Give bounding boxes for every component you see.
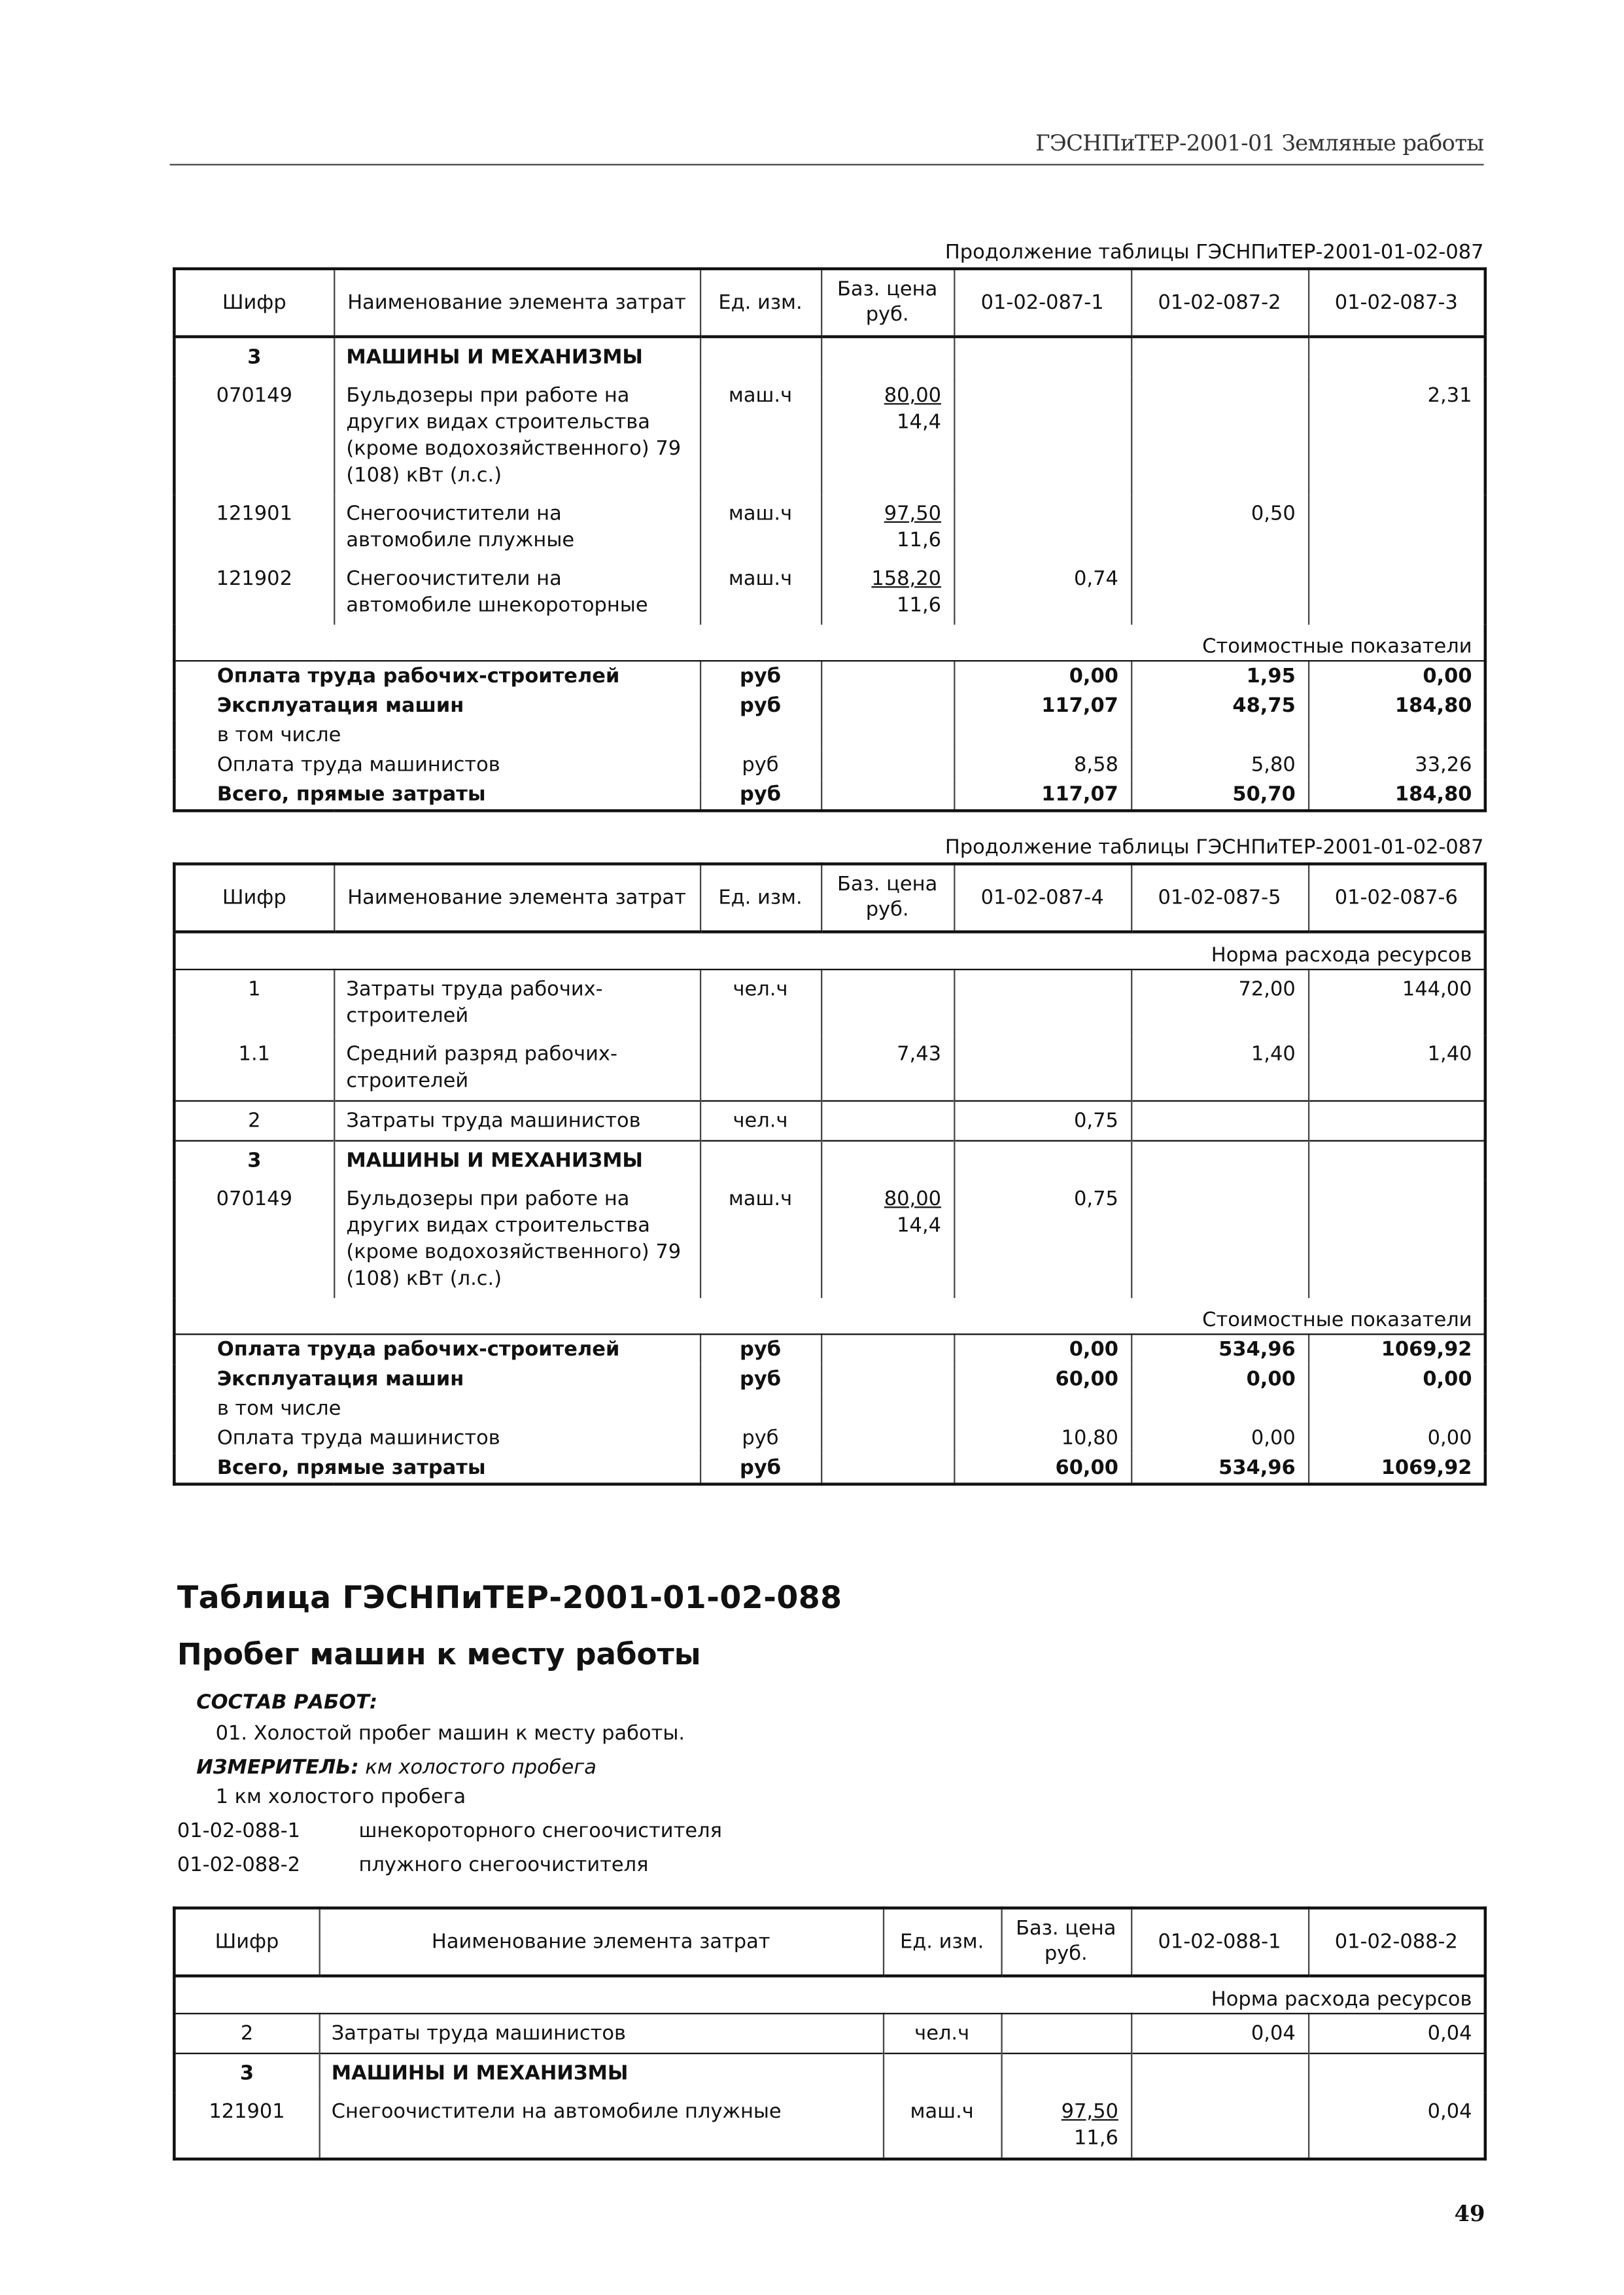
row-unit: маш.ч <box>700 377 821 495</box>
meter-unit: 1 км холостого пробега <box>215 1785 466 1810</box>
col-header-code: Шифр <box>174 269 334 337</box>
cost-value: 1,95 <box>1131 661 1308 691</box>
row-name: Бульдозеры при работе на других видах строительства (кроме водохозяйственного) 79 (108) кВт (л.с.) <box>334 1180 700 1299</box>
variant-text: плужного снегоочистителя <box>358 1853 649 1878</box>
row-name: Снегоочистители на автомобиле плужные <box>319 2093 883 2160</box>
page-number: 49 <box>1454 2200 1485 2228</box>
cost-unit: руб <box>700 691 821 720</box>
band-label: Норма расхода ресурсов <box>174 932 1485 970</box>
row-value <box>954 377 1131 495</box>
empty-cell <box>954 1141 1131 1180</box>
variant-code: 01-02-088-2 <box>177 1853 300 1878</box>
cost-value: 0,00 <box>1308 1424 1485 1453</box>
empty-cell <box>821 1334 954 1364</box>
cost-row <box>174 750 1485 780</box>
col-header-unit: Ед. изм. <box>700 269 821 337</box>
empty-cell <box>821 1424 954 1453</box>
section-row <box>174 1141 1485 1180</box>
row-unit: маш.ч <box>883 2093 1001 2160</box>
cost-value: 48,75 <box>1131 691 1308 720</box>
row-value <box>1308 495 1485 559</box>
row-price <box>821 1035 954 1100</box>
resource-row <box>174 560 1485 625</box>
band-label: Норма расхода ресурсов <box>174 1976 1485 2014</box>
empty-cell <box>700 1141 821 1180</box>
table-087-part1 <box>173 268 1487 813</box>
empty-cell <box>883 2054 1001 2093</box>
resource-row <box>174 377 1485 495</box>
empty-cell <box>821 691 954 720</box>
cost-value <box>954 721 1131 750</box>
row-code: 3 <box>174 1141 334 1180</box>
row-value: 0,75 <box>954 1180 1131 1299</box>
cost-value <box>1308 1394 1485 1424</box>
row-value: 0,04 <box>1131 2014 1308 2054</box>
row-code: 121901 <box>216 502 292 526</box>
cost-unit: руб <box>700 780 821 811</box>
empty-cell <box>821 1394 954 1424</box>
resource-row <box>174 1035 1485 1100</box>
band-row <box>174 625 1485 661</box>
resource-row <box>174 1180 1485 1299</box>
cost-unit: руб <box>700 750 821 780</box>
cost-row <box>174 780 1485 811</box>
base-price: 80,00 <box>884 1187 942 1211</box>
empty-cell <box>1308 337 1485 377</box>
row-value <box>1308 560 1485 625</box>
wage-rate: 11,6 <box>897 529 942 553</box>
cost-unit <box>700 1394 821 1424</box>
row-unit: маш.ч <box>700 560 821 625</box>
row-value: 144,00 <box>1308 970 1485 1035</box>
col-header-unit: Ед. изм. <box>883 1908 1001 1976</box>
cost-value <box>1131 721 1308 750</box>
empty-cell <box>1131 337 1308 377</box>
col-header-name: Наименование элемента затрат <box>319 1908 883 1976</box>
composition-label: СОСТАВ РАБОТ: <box>196 1691 378 1715</box>
col-header-code: Шифр <box>174 864 334 932</box>
row-name: Затраты труда машинистов <box>319 2014 883 2054</box>
cost-row <box>174 1453 1485 1484</box>
cost-value <box>1131 1394 1308 1424</box>
row-code: 3 <box>247 345 262 370</box>
col-header-code: Шифр <box>174 1908 319 1976</box>
empty-cell <box>821 1141 954 1180</box>
resource-row <box>174 1101 1485 1141</box>
cost-row <box>174 1424 1485 1453</box>
row-code: 2 <box>240 2022 254 2046</box>
row-price <box>821 495 954 559</box>
col-header-variant: 01-02-087-1 <box>954 269 1131 337</box>
row-name: МАШИНЫ И МЕХАНИЗМЫ <box>334 1141 700 1180</box>
empty-cell <box>821 661 954 691</box>
row-name: Снегоочистители на автомобиле шнекороторные <box>334 560 700 625</box>
col-header-price: Баз. цена руб. <box>821 864 954 932</box>
cost-row <box>174 661 1485 691</box>
row-code: 121901 <box>209 2099 285 2124</box>
row-value <box>1131 1101 1308 1141</box>
row-unit: чел.ч <box>700 1101 821 1141</box>
cost-value: 50,70 <box>1131 780 1308 811</box>
cost-value: 0,00 <box>1308 1365 1485 1394</box>
cost-value: 60,00 <box>954 1453 1131 1484</box>
cost-unit: руб <box>700 1453 821 1484</box>
row-name: Снегоочистители на автомобиле плужные <box>334 495 700 559</box>
resource-row <box>174 970 1485 1035</box>
row-value: 0,04 <box>1308 2014 1485 2054</box>
cost-value: 534,96 <box>1131 1334 1308 1364</box>
row-value: 0,75 <box>954 1101 1131 1141</box>
empty-cell <box>821 780 954 811</box>
row-unit: маш.ч <box>700 1180 821 1299</box>
col-header-price: Баз. цена руб. <box>1001 1908 1131 1976</box>
row-code: 3 <box>174 2054 319 2093</box>
row-value: 1,40 <box>1308 1035 1485 1100</box>
row-value: 2,31 <box>1308 377 1485 495</box>
col-header-variant: 01-02-087-3 <box>1308 269 1485 337</box>
cost-row <box>174 1365 1485 1394</box>
cost-row <box>174 1394 1485 1424</box>
band-label: Стоимостные показатели <box>174 625 1485 661</box>
row-price <box>1001 2014 1131 2054</box>
cost-value <box>1308 721 1485 750</box>
col-header-variant: 01-02-087-5 <box>1131 864 1308 932</box>
cost-value: 8,58 <box>954 750 1131 780</box>
cost-label: Оплата труда машинистов <box>216 753 500 777</box>
table-088-subtitle: Пробег машин к месту работы <box>177 1636 701 1672</box>
header-rule <box>170 164 1484 166</box>
row-value <box>1131 377 1308 495</box>
cost-value <box>954 1394 1131 1424</box>
section-row <box>174 337 1485 377</box>
cost-label: Эксплуатация машин <box>216 693 464 718</box>
row-price <box>821 377 954 495</box>
cost-value: 0,00 <box>954 1334 1131 1364</box>
variant-code: 01-02-088-1 <box>177 1819 300 1844</box>
cost-value: 0,00 <box>1131 1424 1308 1453</box>
meter-line <box>196 1756 596 1779</box>
empty-cell <box>954 337 1131 377</box>
empty-cell <box>821 1453 954 1484</box>
base-price: 158,20 <box>871 567 942 591</box>
col-header-name: Наименование элемента затрат <box>334 269 700 337</box>
wage-rate: 14,4 <box>897 410 942 434</box>
empty-cell <box>1131 1141 1308 1180</box>
running-header: ГЭСНПиТЕР-2001-01 Земляные работы <box>1035 130 1484 157</box>
row-value: 0,50 <box>1131 495 1308 559</box>
wage-rate: 11,6 <box>897 593 942 618</box>
col-header-variant: 01-02-087-2 <box>1131 269 1308 337</box>
row-value <box>954 1035 1131 1100</box>
row-name: Затраты труда рабочих-строителей <box>334 970 700 1035</box>
col-header-variant: 01-02-088-1 <box>1131 1908 1308 1976</box>
cost-label: Оплата труда машинистов <box>216 1426 500 1450</box>
row-unit: маш.ч <box>700 495 821 559</box>
cost-label: Всего, прямые затраты <box>216 1456 486 1480</box>
row-value <box>954 495 1131 559</box>
cost-unit: руб <box>700 1334 821 1364</box>
empty-cell <box>821 750 954 780</box>
composition-item: 01. Холостой пробег машин к месту работы. <box>215 1722 685 1746</box>
table-088 <box>173 1906 1487 2160</box>
empty-cell <box>821 1365 954 1394</box>
row-value: 1,40 <box>1131 1035 1308 1100</box>
row-price <box>1001 2093 1131 2160</box>
row-value <box>1308 1180 1485 1299</box>
col-header-variant: 01-02-087-4 <box>954 864 1131 932</box>
table-087-part2 <box>173 862 1487 1486</box>
variant-text: шнекороторного снегоочистителя <box>358 1819 722 1844</box>
cost-value: 117,07 <box>954 780 1131 811</box>
cost-value: 184,80 <box>1308 780 1485 811</box>
cost-label: Оплата труда рабочих-строителей <box>216 1338 620 1362</box>
col-header-variant: 01-02-087-6 <box>1308 864 1485 932</box>
row-code: 1 <box>248 977 261 1002</box>
cost-label: Всего, прямые затраты <box>216 782 486 807</box>
cost-label: в том числе <box>216 724 341 748</box>
row-code: 1.1 <box>238 1042 271 1066</box>
empty-cell <box>821 337 954 377</box>
col-header-name: Наименование элемента затрат <box>334 864 700 932</box>
row-value <box>1131 2093 1308 2160</box>
cost-value: 0,00 <box>1308 661 1485 691</box>
row-value <box>1131 560 1308 625</box>
row-code: 2 <box>174 1101 334 1141</box>
band-row <box>174 1976 1485 2014</box>
cost-unit: руб <box>700 661 821 691</box>
resource-row <box>174 2093 1485 2160</box>
row-name: Затраты труда машинистов <box>334 1101 700 1141</box>
empty-cell <box>1001 2054 1131 2093</box>
table2-caption: Продолжение таблицы ГЭСНПиТЕР-2001-01-02-087 <box>944 835 1484 860</box>
row-code: 070149 <box>216 1187 292 1211</box>
row-value <box>954 970 1131 1035</box>
cost-value: 0,00 <box>1131 1365 1308 1394</box>
cost-value: 1069,92 <box>1308 1334 1485 1364</box>
row-value <box>1131 1180 1308 1299</box>
band-label: Стоимостные показатели <box>174 1298 1485 1334</box>
row-name: МАШИНЫ И МЕХАНИЗМЫ <box>334 337 700 377</box>
table1-caption: Продолжение таблицы ГЭСНПиТЕР-2001-01-02-087 <box>944 240 1484 265</box>
empty-cell <box>700 337 821 377</box>
cost-label: Оплата труда рабочих-строителей <box>216 664 620 688</box>
col-header-unit: Ед. изм. <box>700 864 821 932</box>
cost-value: 0,00 <box>954 661 1131 691</box>
row-value <box>1308 1101 1485 1141</box>
row-price <box>821 970 954 1035</box>
cost-value: 1069,92 <box>1308 1453 1485 1484</box>
wage-rate: 11,6 <box>1074 2126 1118 2150</box>
row-code: 070149 <box>216 383 292 408</box>
table-088-title: Таблица ГЭСНПиТЕР-2001-01-02-088 <box>177 1580 842 1616</box>
row-value: 0,74 <box>954 560 1131 625</box>
row-unit: чел.ч <box>700 970 821 1035</box>
row-value: 72,00 <box>1131 970 1308 1035</box>
cost-value: 184,80 <box>1308 691 1485 720</box>
section-row <box>174 2054 1485 2093</box>
row-code: 121902 <box>216 567 292 591</box>
cost-label: в том числе <box>216 1397 341 1421</box>
cost-value: 10,80 <box>954 1424 1131 1453</box>
base-price: 97,50 <box>884 502 942 526</box>
meter-value: км холостого пробега <box>365 1755 596 1780</box>
resource-row <box>174 495 1485 559</box>
cost-value: 60,00 <box>954 1365 1131 1394</box>
wage-rate: 14,4 <box>897 1214 942 1238</box>
cost-row <box>174 691 1485 720</box>
empty-cell <box>1308 2054 1485 2093</box>
cost-value: 33,26 <box>1308 750 1485 780</box>
cost-value: 117,07 <box>954 691 1131 720</box>
band-row <box>174 1298 1485 1334</box>
cost-unit: руб <box>700 1424 821 1453</box>
row-value: 0,04 <box>1308 2093 1485 2160</box>
cost-row <box>174 721 1485 750</box>
cost-value: 5,80 <box>1131 750 1308 780</box>
base-price: 80,00 <box>884 383 942 408</box>
col-header-price: Баз. цена руб. <box>821 269 954 337</box>
cost-unit <box>700 721 821 750</box>
row-unit <box>700 1035 821 1100</box>
cost-row <box>174 1334 1485 1364</box>
row-price <box>821 560 954 625</box>
base-price: 97,50 <box>1061 2099 1118 2124</box>
row-unit: чел.ч <box>883 2014 1001 2054</box>
cost-value: 534,96 <box>1131 1453 1308 1484</box>
row-name: МАШИНЫ И МЕХАНИЗМЫ <box>319 2054 883 2093</box>
row-price <box>821 1101 954 1141</box>
base-price: 7,43 <box>897 1042 942 1066</box>
band-row <box>174 932 1485 970</box>
row-name: Средний разряд рабочих-строителей <box>334 1035 700 1100</box>
cost-label: Эксплуатация машин <box>216 1367 464 1392</box>
row-name: Бульдозеры при работе на других видах строительства (кроме водохозяйственного) 79 (108) кВт (л.с.) <box>334 377 700 495</box>
col-header-variant: 01-02-088-2 <box>1308 1908 1485 1976</box>
empty-cell <box>821 721 954 750</box>
empty-cell <box>1308 1141 1485 1180</box>
meter-label: ИЗМЕРИТЕЛЬ: <box>196 1755 359 1780</box>
resource-row <box>174 2014 1485 2054</box>
row-price <box>821 1180 954 1299</box>
cost-unit: руб <box>700 1365 821 1394</box>
empty-cell <box>1131 2054 1308 2093</box>
